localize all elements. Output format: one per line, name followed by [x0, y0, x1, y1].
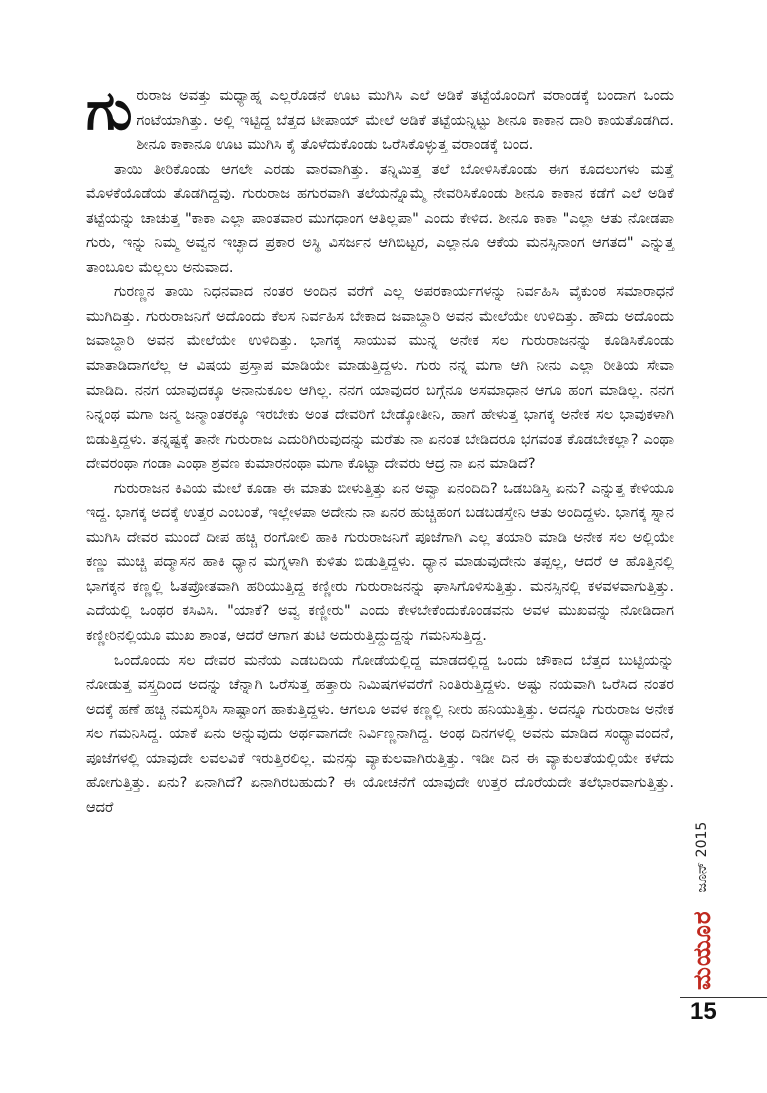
drop-cap: ಗು: [86, 79, 131, 142]
article-paragraph-4: ಗುರುರಾಜನ ಕಿವಿಯ ಮೇಲೆ ಕೂಡಾ ಈ ಮಾತು ಬೀಳುತ್ತಿತ್ತು ಏನ ಅವ್ವಾ ಏನಂದಿದಿ? ಒಡಬಡಿಸ್ತಿ ಏನು? ಎನ್ನುತ್ತ ಕೇಳಿಯೂ ಇದ್ದ. ಭಾಗಕ್ಕ ಅದಕ್ಕೆ ಉತ್ತರ ಎಂಬಂತೆ, ಇಲ್ಲೇಳಪಾ ಅದೇನು ನಾ ಏನರ ಹುಚ್ಚಿಹಂಗ ಬಡಬಡಸ್ತೇನಿ ಆತು ಅಂದಿದ್ದಳು. ಭಾಗಕ್ಕ ಸ್ನಾನ ಮುಗಿಸಿ ದೇವರ ಮುಂದೆ ದೀಪ ಹಚ್ಚಿ ರಂಗೋಲಿ ಹಾಕಿ ಗುರುರಾಜನಿಗೆ ಪೂಜೆಗಾಗಿ ಎಲ್ಲ ತಯಾರಿ ಮಾಡಿ ಅನೇಕ ಸಲ ಅಲ್ಲಿಯೇ ಕಣ್ಣು ಮುಚ್ಚಿ ಪದ್ಮಾಸನ ಹಾಕಿ ಧ್ಯಾನ ಮಗ್ನಳಾಗಿ ಕುಳಿತು ಬಿಡುತ್ತಿದ್ದಳು. ಧ್ಯಾನ ಮಾಡುವುದೇನು ತಪ್ಪಲ್ಲ, ಆದರೆ ಆ ಹೊತ್ತಿನಲ್ಲಿ ಭಾಗಕ್ಕನ ಕಣ್ಣಲ್ಲಿ ಓತಪ್ರೋತವಾಗಿ ಹರಿಯುತ್ತಿದ್ದ ಕಣ್ಣೀರು ಗುರುರಾಜನನ್ನು ಘಾಸಿಗೊಳಿಸುತ್ತಿತ್ತು. ಮನಸ್ಸಿನಲ್ಲಿ ಕಳವಳವಾಗುತ್ತಿತ್ತು. ಎದೆಯಲ್ಲಿ ಒಂಥರ ಕಸಿವಿಸಿ. "ಯಾಕೆ? ಅವ್ವ ಕಣ್ಣೀರು" ಎಂದು ಕೇಳಬೇಕೆಂದುಕೊಂಡವನು ಅವಳ ಮುಖವನ್ನು ನೋಡಿದಾಗ ಕಣ್ಣೀರಿನಲ್ಲಿಯೂ ಮುಖ ಶಾಂತ, ಆದರೆ ಆಗಾಗ ತುಟಿ ಅದುರುತ್ತಿದ್ದುದ್ದನ್ನು ಗಮನಿಸುತ್ತಿದ್ದ.: [86, 479, 674, 645]
article-paragraph-2: ತಾಯಿ ತೀರಿಕೊಂಡು ಆಗಲೇ ಎರಡು ವಾರವಾಗಿತ್ತು. ತನ್ನಿಮಿತ್ತ ತಲೆ ಬೋಳಿಸಿಕೊಂಡು ಈಗ ಕೂದಲುಗಳು ಮತ್ತೆ ಮೊಳಕೆಯೊಡೆಯ ತೊಡಗಿದ್ದವು. ಗುರುರಾಜ ಹಗುರವಾಗಿ ತಲೆಯನ್ನೊಮ್ಮೆ ನೇವರಿಸಿಕೊಂಡು ಶೀನೂ ಕಾಕಾನ ಕಡೆಗೆ ಎಲೆ ಅಡಿಕೆ ತಟ್ಟೆಯನ್ನು ಚಾಚುತ್ತ "ಕಾಕಾ ಎಲ್ಲಾ ಪಾಂತವಾರ ಮುಗಧಾಂಗ ಆತಿಲ್ಲಪಾ" ಎಂದು ಕೇಳಿದ. ಶೀನೂ ಕಾಕಾ "ಎಲ್ಲಾ ಆತು ನೋಡಪಾ ಗುರು, ಇನ್ನು ನಿಮ್ಮ ಅವ್ವನ ಇಚ್ಛಾದ ಪ್ರಕಾರ ಅಸ್ಥಿ ವಿಸರ್ಜನ ಆಗಿಬಿಟ್ಟರ, ಎಲ್ಲಾನೂ ಆಕೆಯ ಮನಸ್ಸಿನಾಂಗ ಆಗತದ" ಎನ್ನುತ್ತ ತಾಂಬೂಲ ಮೆಲ್ಲಲು ಅನುವಾದ.: [86, 160, 674, 276]
issue-date: ಜೂನ್ 2015: [694, 821, 710, 893]
paragraph-text: ರುರಾಜ ಅವತ್ತು ಮಧ್ಯಾಹ್ನ ಎಲ್ಲರೊಡನೆ ಊಟ ಮುಗಿಸಿ ಎಲೆ ಅಡಿಕೆ ತಟ್ಟೆಯೊಂದಿಗೆ ವರಾಂಡಕ್ಕೆ ಬಂದಾಗ ಒಂದು ಗಂಟೆಯಾಗಿತ್ತು. ಅಲ್ಲಿ ಇಟ್ಟಿದ್ದ ಬೆತ್ತದ ಟೀಪಾಯ್ ಮೇಲೆ ಅಡಿಕೆ ತಟ್ಟೆಯನ್ನಿಟ್ಟು ಶೀನೂ ಕಾಕಾನ ದಾರಿ ಕಾಯತೊಡಗಿದ. ಶೀನೂ ಕಾಕಾನೂ ಊಟ ಮುಗಿಸಿ ಕೈ ತೊಳೆದುಕೊಂಡು ಒರೆಸಿಕೊಳ್ಳುತ್ತ ವರಾಂಡಕ್ಕೆ ಬಂದ.: [136, 87, 674, 154]
masthead-rotated: [684, 800, 720, 990]
magazine-name: ಮಯೂರ: [688, 910, 716, 990]
article-paragraph-5: ಒಂದೊಂದು ಸಲ ದೇವರ ಮನೆಯ ಎಡಬದಿಯ ಗೋಡೆಯಲ್ಲಿದ್ದ ಮಾಡದಲ್ಲಿದ್ದ ಒಂದು ಚೌಕಾದ ಬೆತ್ತದ ಬುಟ್ಟಿಯನ್ನು ನೋಡುತ್ತ ವಸ್ತ್ರದಿಂದ ಅದನ್ನು ಚೆನ್ನಾಗಿ ಒರೆಸುತ್ತ ಹತ್ತಾರು ನಿಮಿಷಗಳವರೆಗೆ ನಿಂತಿರುತ್ತಿದ್ದಳು. ಅಷ್ಟು ನಯವಾಗಿ ಒರೆಸಿದ ನಂತರ ಅದಕ್ಕೆ ಹಣೆ ಹಚ್ಚಿ ನಮಸ್ಕರಿಸಿ ಸಾಷ್ಟಾಂಗ ಹಾಕುತ್ತಿದ್ದಳು. ಆಗಲೂ ಅವಳ ಕಣ್ಣಲ್ಲಿ ನೀರು ಹನಿಯುತ್ತಿತ್ತು. ಅದನ್ನೂ ಗುರುರಾಜ ಅನೇಕ ಸಲ ಗಮನಿಸಿದ್ದ. ಯಾಕೆ ಏನು ಅನ್ನುವುದು ಅರ್ಥವಾಗದೇ ನಿರ್ವಿಣ್ಣನಾಗಿದ್ದ. ಅಂಥ ದಿನಗಳಲ್ಲಿ ಅವನು ಮಾಡಿದ ಸಂಧ್ಯಾವಂದನೆ, ಪೂಜೆಗಳಲ್ಲಿ ಯಾವುದೇ ಲವಲವಿಕೆ ಇರುತ್ತಿರಲಿಲ್ಲ. ಮನಸ್ಸು ವ್ಯಾಕುಲವಾಗಿರುತ್ತಿತ್ತು. ಇಡೀ ದಿನ ಈ ವ್ಯಾಕುಲತೆಯಲ್ಲಿಯೇ ಕಳೆದು ಹೋಗುತ್ತಿತ್ತು. ಏನು? ಏನಾಗಿದೆ? ಏನಾಗಿರಬಹುದು? ಈ ಯೋಚನೆಗೆ ಯಾವುದೇ ಉತ್ತರ ದೊರೆಯದೇ ತಲೆಭಾರವಾಗುತ್ತಿತ್ತು. ಆದರೆ: [86, 651, 674, 816]
article-paragraph-1: [86, 79, 674, 158]
margin-masthead: [684, 800, 720, 990]
page-number: 15: [690, 998, 717, 1025]
article-paragraph-3: ಗುರಣ್ಣನ ತಾಯಿ ನಿಧನವಾದ ನಂತರ ಅಂದಿನ ವರೆಗೆ ಎಲ್ಲ ಅಪರಕಾರ್ಯಗಳನ್ನು ನಿರ್ವಹಿಸಿ ವೈಕುಂಠ ಸಮಾರಾಧನೆ ಮುಗಿದಿತ್ತು. ಗುರುರಾಜನಿಗೆ ಅದೊಂದು ಕೆಲಸ ನಿರ್ವಹಿಸ ಬೇಕಾದ ಜವಾಬ್ದಾರಿ ಅವನ ಮೇಲೆಯೇ ಉಳಿದಿತ್ತು. ಹೌದು ಅದೊಂದು ಜವಾಬ್ದಾರಿ ಅವನ ಮೇಲೆಯೇ ಉಳಿದಿತ್ತು. ಭಾಗಕ್ಕ ಸಾಯುವ ಮುನ್ನ ಅನೇಕ ಸಲ ಗುರುರಾಜನನ್ನು ಕೂಡಿಸಿಕೊಂಡು ಮಾತಾಡಿದಾಗಲೆಲ್ಲ ಆ ವಿಷಯ ಪ್ರಸ್ತಾಪ ಮಾಡಿಯೇ ಮಾಡುತ್ತಿದ್ದಳು. ಗುರು ನನ್ನ ಮಗಾ ಆಗಿ ನೀನು ಎಲ್ಲಾ ರೀತಿಯ ಸೇವಾ ಮಾಡಿದಿ. ನನಗ ಯಾವುದಕ್ಕೂ ಅನಾನುಕೂಲ ಆಗಿಲ್ಲ. ನನಗ ಯಾವುದರ ಬಗ್ಗೆನೂ ಅಸಮಾಧಾನ ಆಗೂ ಹಂಗ ಮಾಡಿಲ್ಲ. ನನಗ ನಿನ್ನಂಥ ಮಗಾ ಜನ್ಮ ಜನ್ಮಾಂತರಕ್ಕೂ ಇರಬೇಕು ಅಂತ ದೇವರಿಗೆ ಬೇಡ್ಕೋತೀನಿ, ಹಾಗೆ ಹೇಳುತ್ತ ಭಾಗಕ್ಕ ಅನೇಕ ಸಲ ಭಾವುಕಳಾಗಿ ಬಿಡುತ್ತಿದ್ದಳು. ತನ್ನಷ್ಟಕ್ಕೆ ತಾನೇ ಗುರುರಾಜ ಎದುರಿಗಿರುವುದನ್ನು ಮರೆತು ನಾ ಏನಂತ ಬೇಡಿದರೂ ಭಗವಂತ ಕೊಡಬೇಕಲ್ಲಾ? ಎಂಥಾ ದೇವರಂಥಾ ಗಂಡಾ ಎಂಥಾ ಶ್ರವಣ ಕುಮಾರನಂಥಾ ಮಗಾ ಕೊಟ್ಟಾ ದೇವರು ಆದ್ರ ನಾ ಏನ ಮಾಡಿದೆ?: [86, 283, 674, 473]
article-body: [86, 79, 674, 820]
